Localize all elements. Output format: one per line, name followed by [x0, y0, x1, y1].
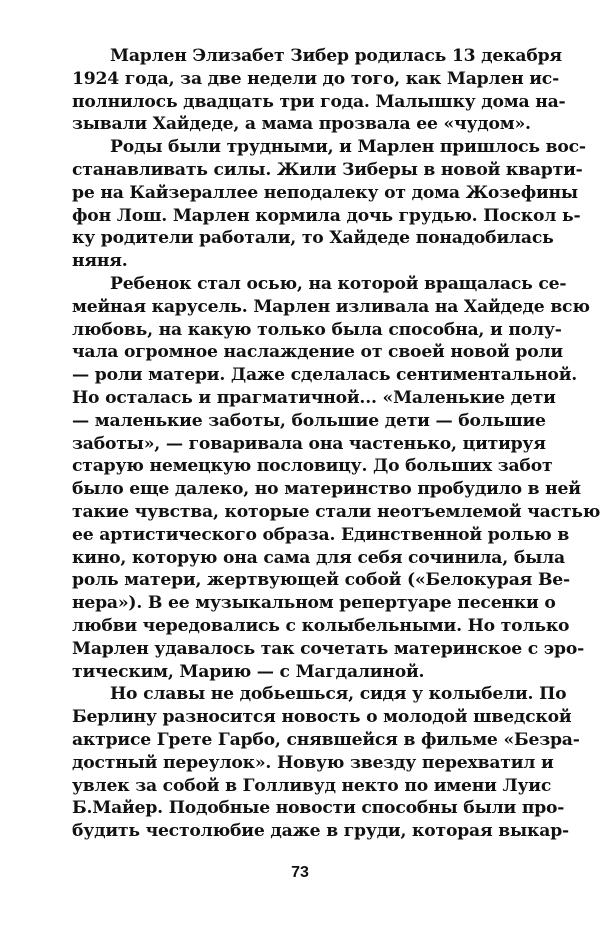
page-number: 73: [291, 864, 309, 881]
text-line: такие чувства, которые стали неотъемлемой частью: [72, 501, 600, 522]
text-line: фон Лош. Марлен кормила дочь грудью. Поскол ь-: [72, 205, 581, 226]
paragraph-4: [72, 683, 580, 843]
text-line: полнилось двадцать три года. Малышку дома на-: [72, 91, 566, 112]
text-line: — роли матери. Даже сделалась сентиментальной.: [72, 365, 578, 386]
text-line: Берлину разносится новость о молодой шведской: [72, 707, 572, 728]
text-line: тическим, Марию — с Магдалиной.: [72, 661, 425, 682]
text-line: кино, которую она сама для себя сочинила, была: [72, 547, 565, 568]
text-line: чала огромное наслаждение от своей новой роли: [72, 342, 563, 363]
text-line: няня.: [72, 251, 128, 272]
text-line: заботы», — говаривала она частенько, цитируя: [72, 433, 546, 454]
text-line: станавливать силы. Жили Зиберы в новой кварти-: [72, 159, 583, 180]
text-line: Но славы не добьешься, сидя у колыбели. По: [110, 684, 567, 705]
text-line: любовь, на какую только была способна, и полу-: [72, 319, 562, 340]
text-line: любви чередовались с колыбельными. Но только: [72, 615, 570, 636]
text-line: — маленькие заботы, большие дети — большие: [72, 410, 546, 431]
paragraph-2: [72, 136, 586, 273]
text-line: увлек за собой в Голливуд некто по имени Луис: [72, 775, 552, 796]
text-line: ре на Кайзераллее неподалеку от дома Жозефины: [72, 182, 578, 203]
text-line: ее артистического образа. Единственной ролью в: [72, 524, 570, 545]
text-line: зывали Хайдеде, а мама прозвала ее «чудом».: [72, 114, 531, 135]
text-line: старую немецкую пословицу. До больших забот: [72, 456, 553, 477]
body-text: [72, 45, 600, 843]
text-line: Но осталась и прагматичной... «Маленькие дети: [72, 387, 556, 408]
text-line: было еще далеко, но материнство пробудило в ней: [72, 479, 581, 500]
text-line: Б.Майер. Подобные новости способны были про-: [72, 798, 565, 819]
paragraph-3: [72, 273, 600, 683]
text-line: роль матери, жертвующей собой («Белокурая Ве-: [72, 570, 570, 591]
text-line: Марлен удавалось так сочетать материнское с эро-: [72, 638, 585, 659]
text-line: Ребенок стал осью, на которой вращалась се-: [110, 273, 567, 294]
text-line: 1924 года, за две недели до того, как Марлен ис-: [72, 68, 560, 89]
text-line: мейная карусель. Марлен изливала на Хайдеде всю: [72, 296, 590, 317]
paragraph-1: [72, 45, 566, 136]
text-line: Марлен Элизабет Зибер родилась 13 декабря: [110, 46, 562, 66]
text-line: нера»). В ее музыкальном репертуаре песенки о: [72, 593, 556, 614]
text-line: будить честолюбие даже в груди, которая выкар-: [72, 821, 569, 842]
text-line: актрисе Грете Гарбо, снявшейся в фильме «Безра-: [72, 729, 580, 750]
text-line: Роды были трудными, и Марлен пришлось вос-: [110, 137, 586, 158]
text-line: ку родители работали, то Хайдеде понадобилась: [72, 228, 554, 249]
text-line: достный переулок». Новую звезду перехватил и: [72, 752, 554, 773]
